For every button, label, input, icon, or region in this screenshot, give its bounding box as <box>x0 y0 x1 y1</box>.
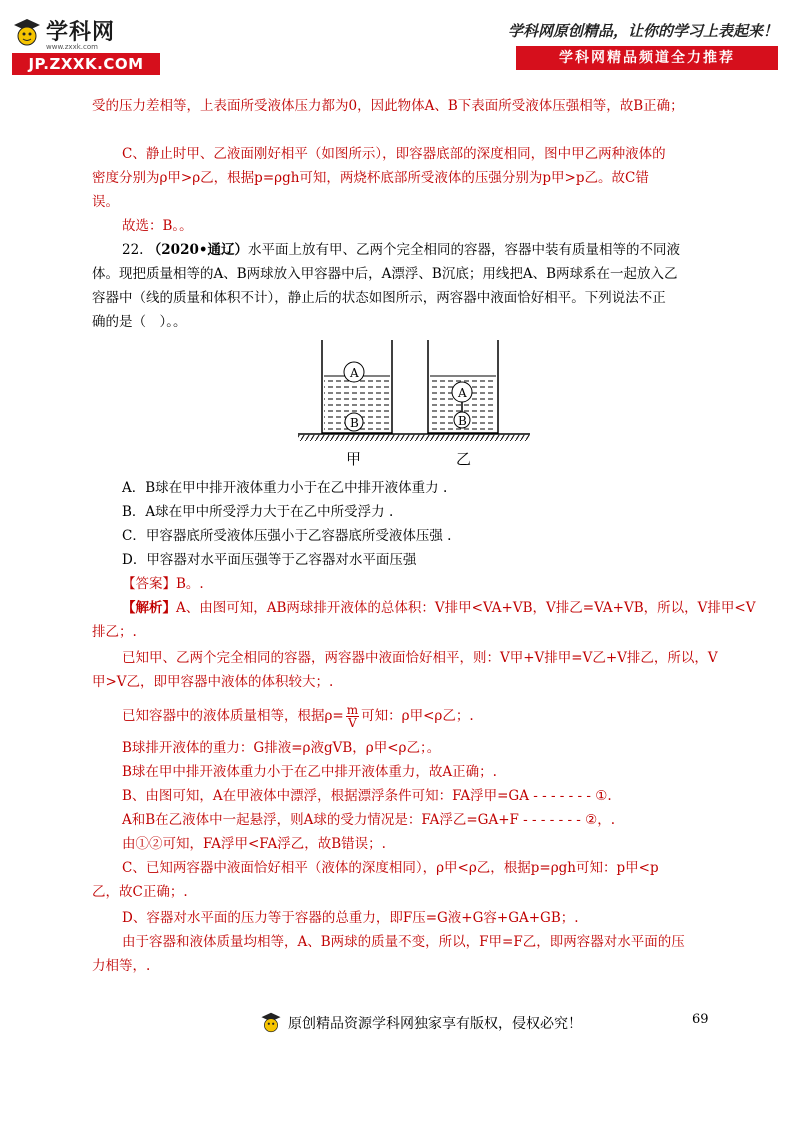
figure-label-yi: 乙 <box>456 450 472 468</box>
text-line: C、静止时甲、乙液面刚好相平（如图所示），即容器底部的深度相同，图中甲乙两种液体的 <box>122 146 666 162</box>
figure-label-jia: 甲 <box>346 450 362 468</box>
site-logo[interactable] <box>12 16 160 76</box>
analysis-text: 已知容器中的液体质量相等，根据ρ= <box>122 708 344 724</box>
analysis-text: 由于容器和液体质量均相等，A、B两球的质量不变，所以，F甲=F乙，即两容器对水平面的压 <box>122 934 685 950</box>
fraction-numerator: m <box>346 703 359 717</box>
question-source: （2020•通辽） <box>147 242 248 258</box>
containers-figure <box>296 336 536 470</box>
page-number: 69 <box>692 1012 709 1027</box>
copyright-text: 原创精品资源学科网独家享有版权，侵权必究！ <box>288 1016 582 1032</box>
header-slogan: 学科网原创精品，让你的学习上表起来！ <box>508 22 779 40</box>
question-text: 确的是（ ）。。 <box>92 314 187 330</box>
analysis-text: 排乙；. <box>92 624 137 640</box>
question-text: 水平面上放有甲、乙两个完全相同的容器，容器中装有质量相等的不同液 <box>247 242 680 258</box>
analysis-text: C、已知两容器中液面恰好相平（液体的深度相同），ρ甲<ρ乙，根据p=ρgh可知：p甲<p <box>122 860 659 876</box>
fraction-m-over-v <box>346 704 359 729</box>
analysis-line <box>122 598 755 618</box>
graduate-mascot-icon <box>260 1010 282 1036</box>
analysis-text: 由①②可知，FA浮甲<FA浮乙，故B错误；. <box>122 836 386 852</box>
choice-summary: 故选：B。。 <box>122 218 193 234</box>
logo-url: www.zxxk.com <box>46 43 98 51</box>
analysis-text: 力相等，. <box>92 958 151 974</box>
graduate-mascot-icon <box>12 17 42 49</box>
analysis-text: D、容器对水平面的压力等于容器的总重力，即F压=G液+G容+GA+GB；. <box>122 910 579 926</box>
ball-label: A <box>458 386 467 400</box>
question-text: 容器中（线的质量和体积不计），静止后的状态如图所示，两容器中液面恰好相平。下列说法不正 <box>92 290 666 306</box>
ball-label: B <box>458 414 467 428</box>
analysis-text: A、由图可知，AB两球排开液体的总体积：V排甲<VA+VB，V排乙=VA+VB，所以，V排甲<V <box>176 600 756 616</box>
option-b: B．A球在甲中所受浮力大于在乙中所受浮力 . <box>122 504 394 520</box>
logo-band: JP.ZXXK.COM <box>12 53 160 75</box>
text-line: 受的压力差相等，上表面所受液体压力都为0，因此物体A、B下表面所受液体压强相等，故B正确； <box>92 98 684 114</box>
analysis-text: 甲>V乙，即甲容器中液体的体积较大；. <box>92 674 334 690</box>
analysis-text: B球排开液体的重力：G排液=ρ液gVB，ρ甲<ρ乙；。 <box>122 740 441 756</box>
analysis-text: B、由图可知，A在甲液体中漂浮，根据漂浮条件可知：FA浮甲=GA - - - - - - - ①. <box>122 788 612 804</box>
ball-label: A <box>350 366 359 380</box>
option-d: D．甲容器对水平面压强等于乙容器对水平面压强 <box>122 552 417 568</box>
logo-text: 学科网 <box>46 20 116 45</box>
analysis-tag: 【解析】 <box>122 600 176 616</box>
analysis-text: A和B在乙液体中一起悬浮，则A球的受力情况是：FA浮乙=GA+F - - - - - - - ②，. <box>122 812 616 828</box>
analysis-text: B球在甲中排开液体重力小于在乙中排开液体重力，故A正确；. <box>122 764 497 780</box>
answer: 【答案】B。. <box>122 576 204 592</box>
analysis-line-fraction <box>122 702 474 730</box>
question-number: 22. <box>122 242 144 258</box>
analysis-text: 乙，故C正确；. <box>92 884 188 900</box>
ball-label: B <box>350 416 359 430</box>
question-line <box>122 240 680 260</box>
footer <box>260 1010 582 1036</box>
header-recommend-band: 学科网精品频道全力推荐 <box>516 46 778 70</box>
analysis-text: 已知甲、乙两个完全相同的容器，两容器中液面恰好相平，则：V甲+V排甲=V乙+V排乙，所以，V <box>122 650 718 666</box>
text-line: 密度分别为ρ甲>ρ乙，根据p=ρgh可知，两烧杯底部所受液体的压强分别为p甲>p乙。故C错 <box>92 170 649 186</box>
analysis-text: 可知：ρ甲<ρ乙；. <box>361 708 474 724</box>
option-a: A．B球在甲中排开液体重力小于在乙中排开液体重力 . <box>122 480 448 496</box>
text-line: 误。 <box>92 194 119 210</box>
option-c: C．甲容器底所受液体压强小于乙容器底所受液体压强 . <box>122 528 452 544</box>
fraction-denominator: V <box>348 716 357 730</box>
question-text: 体。现把质量相等的A、B两球放入甲容器中后，A漂浮、B沉底；用线把A、B两球系在一起放入乙 <box>92 266 678 282</box>
